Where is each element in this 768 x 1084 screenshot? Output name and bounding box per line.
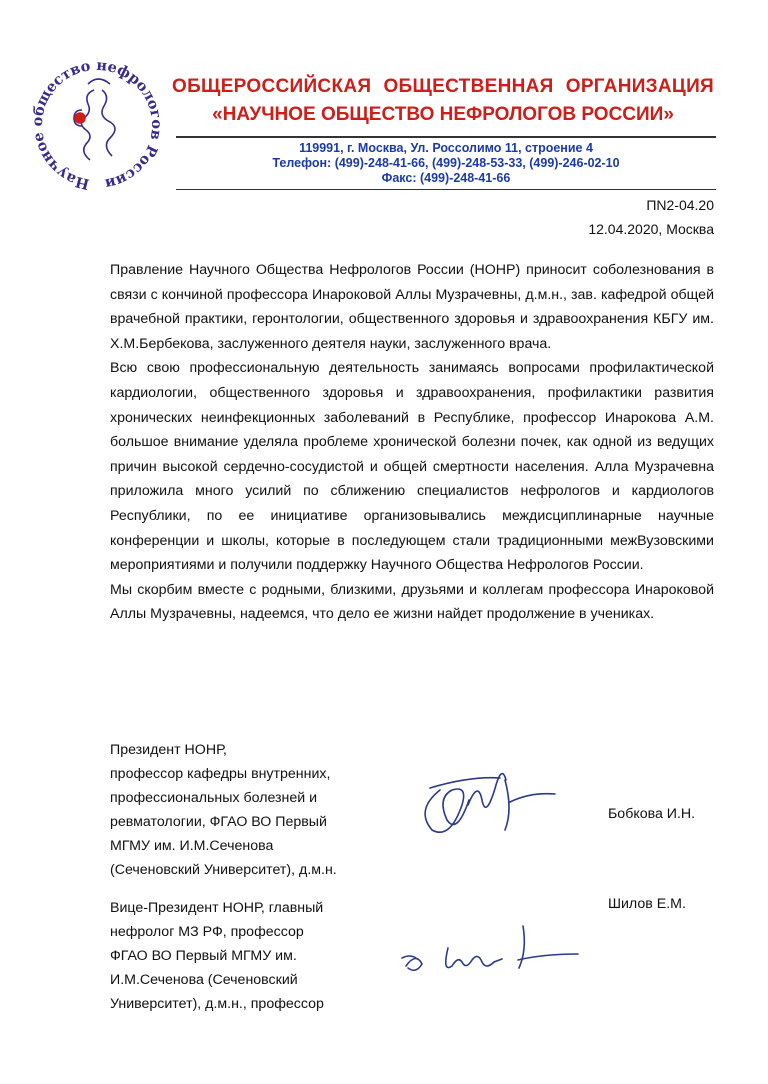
reference-block — [588, 193, 714, 241]
signatory-1-name: Бобкова И.Н. — [608, 806, 696, 822]
sig1-line: ревматологии, ФГАО ВО Первый — [110, 814, 327, 830]
org-name-line1 — [172, 76, 714, 98]
paragraph-2: Всю свою профессиональную деятельность занимаясь вопросами профилактической кардиологии, общественного здоровья и здравоохранения, профилактики развития хронических неинфекционных заболеваний в Республике, профессор Инарокова А.М. большое внимание уделяла проблеме хронической болезни почек, как одной из ведущих причин высокой сердечно-сосудистой и общей смертности населения. Алла Музрачевна приложила много усилий по сближению специалистов нефрологов и кардиологов Республики, по ее инициативе организовывались междисциплинарные научные конференции и школы, которые в последующем стали традиционными межВузовскими мероприятиями и получили поддержку Научного Общества Нефрологов России. — [110, 360, 714, 574]
sig2-line: нефролог МЗ РФ, профессор — [110, 924, 304, 940]
paragraph-3: Мы скорбим вместе с родными, близкими, друзьями и коллегам профессора Инароковой Аллы Музрачевны, надеемся, что дело ее жизни найдет продолжение в учениках. — [110, 581, 714, 623]
signatory-2-name: Шилов Е.М. — [608, 896, 686, 912]
society-logo — [22, 50, 172, 200]
sig2-line: Университет), д.м.н., профессор — [110, 996, 324, 1012]
header-divider — [176, 136, 716, 138]
org-word-2: ОБЩЕСТВЕННАЯ — [383, 76, 554, 97]
address: 119991, г. Москва, Ул. Россолимо 11, строение 4 — [299, 141, 593, 155]
sig1-line: профессиональных болезней и — [110, 790, 318, 806]
phone: Телефон: (499)-248-41-66, (499)-248-53-33, (499)-246-02-10 — [272, 156, 620, 170]
letter-body — [110, 258, 714, 627]
reference-date: 12.04.2020, Москва — [588, 221, 714, 237]
sig1-line: (Сеченовский Университет), д.м.н. — [110, 862, 337, 878]
reference-number: ПN2-04.20 — [646, 197, 714, 213]
org-word-3: ОРГАНИЗАЦИЯ — [565, 76, 714, 97]
sig2-line: И.М.Сеченова (Сеченовский — [110, 972, 298, 988]
sig2-line: Вице-Президент НОНР, главный — [110, 900, 324, 916]
signatory-2-title — [110, 896, 400, 1016]
fax: Факс: (499)-248-41-66 — [381, 171, 511, 185]
logo-arc-text: Научное общество нефрологов России — [28, 56, 166, 193]
org-word-1: ОБЩЕРОССИЙСКАЯ — [172, 76, 372, 97]
sig1-line: МГМУ им. И.М.Сеченова — [110, 838, 274, 854]
sig1-line: профессор кафедры внутренних, — [110, 766, 331, 782]
signature-2 — [398, 918, 588, 988]
org-name-line2: «НАУЧНОЕ ОБЩЕСТВО НЕФРОЛОГОВ РОССИИ» — [212, 104, 674, 125]
paragraph-1: Правление Научного Общества Нефрологов России (НОНР) приносит соболезнования в связи с кончиной профессора Инароковой Аллы Музрачевны, д.м.н., зав. кафедрой общей врачебной практики, геронтологии, общественного здоровья и здравоохранения КБГУ им. Х.М.Бербекова, заслуженного деятеля науки, заслуженного врача. — [110, 262, 714, 352]
sig2-line: ФГАО ВО Первый МГМУ им. — [110, 948, 297, 964]
signature-1 — [410, 760, 560, 840]
sig1-line: Президент НОНР, — [110, 742, 227, 758]
contact-divider — [176, 189, 716, 190]
kidney-nephron-icon — [74, 79, 115, 160]
signatory-1-title — [110, 738, 400, 882]
